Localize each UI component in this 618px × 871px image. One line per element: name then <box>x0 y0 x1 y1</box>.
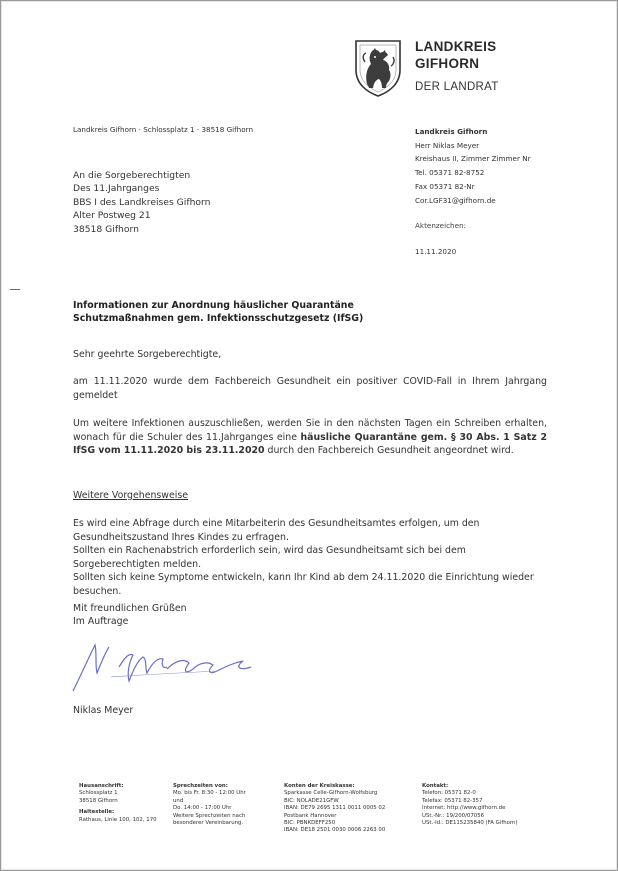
fold-mark <box>10 289 20 290</box>
sender-return-address: Landkreis Gifhorn · Schlossplatz 1 · 38518 Gifhorn <box>73 125 254 134</box>
signer-name: Niklas Meyer <box>73 705 134 716</box>
letter-subject: Informationen zur Anordnung häuslicher Quarantäne Schutzmaßnahmen gem. Infektionsschutzgesetz (IfSG) <box>73 300 364 325</box>
contact-block <box>415 125 531 207</box>
contact-room: Kreishaus II, Zimmer Zimmer Nr <box>415 154 531 164</box>
contact-fax: Fax 05371 82-Nr <box>415 181 475 191</box>
footer-office-hours: Sprechzeiten von: Mo. bis Fr. 8:30 - 12:00 Uhr und Do. 14:00 - 17:00 Uhr Weitere Sprechzeiten nach besonderer Vereinbarung. <box>173 783 246 827</box>
brand-subtitle: DER LANDRAT <box>415 81 499 93</box>
contact-person: Herr Niklas Meyer <box>415 140 480 150</box>
coat-of-arms-icon <box>353 38 403 98</box>
recipient-address: An die Sorgeberechtigten Des 11.Jahrganges BBS I des Landkreises Gifhorn Alter Postweg 21 38518 Gifhorn <box>73 170 211 235</box>
footer-contact: Kontakt: Telefon: 05371 82-0 Telefax: 05371 82-357 Internet: http://www.gifhorn.de USt.-Nr.: 19/200/07056 USt.-Id.: DE115235840 (FA Gifhorn) <box>422 783 572 827</box>
footer-address: Hausanschrift: Schlossplatz 1 38518 Gifhorn Haltestelle: Rathaus, Linie 100, 102, 170 <box>79 783 157 823</box>
closing: Mit freundlichen Grüßen Im Auftrage <box>73 603 187 628</box>
section-heading: Weitere Vorgehensweise <box>73 490 188 501</box>
reference-label: Aktenzeichen: <box>415 221 466 230</box>
paragraph-1: am 11.11.2020 wurde dem Fachbereich Gesundheit ein positiver COVID-Fall in Ihrem Jahrgang gemeldet <box>73 376 547 401</box>
quarantine-order: häusliche Quarantäne gem. § 30 Abs. 1 Satz 2 IfSG vom 11.11.2020 bis 23.11.2020 <box>73 431 547 456</box>
contact-email[interactable]: Cor.LGF31@gifhorn.de <box>415 195 496 205</box>
salutation: Sehr geehrte Sorgeberechtigte, <box>73 349 222 360</box>
brand-name: LANDKREIS GIFHORN <box>415 39 497 71</box>
letter-date: 11.11.2020 <box>415 247 457 256</box>
contact-org: Landkreis Gifhorn <box>415 127 488 136</box>
signature <box>67 637 267 695</box>
paragraph-2: Um weitere Infektionen auszuschließen, werden Sie in den nächsten Tagen ein Schreiben erhalten, wonach für die Schuler des 11.Jahrganges eine häusliche Quarantäne gem. § 30 Abs. 1 Satz 2 IfSG vom 11.11.2020 bis 23.11.2020 durch den Fachbereich Gesundheit angeordnet wird. <box>73 418 547 456</box>
paragraph-3: Es wird eine Abfrage durch eine Mitarbeiterin des Gesundheitsamtes erfolgen, um den Gesundheitszustand Ihres Kindes zu erfragen. Sollten ein Rachenabstrich erforderlich sein, wird das Gesundheitsamt sich bei dem Sorgeberechtigten melden. Sollten sich keine Symptome entwickeln, kann Ihr Kind ab dem 24.11.2020 die Einrichtung wieder besuchen. <box>73 518 534 597</box>
footer-bank-accounts: Konten der Kreiskasse: Sparkasse Celle-Gifhorn-Wolfsburg BIC: NOLADE21GFW IBAN: DE79 2695 1311 0011 0005 02 Postbank Hannover BIC: PBNKDEFF250 IBAN: DE18 2501 0030 0006 2263 00 <box>284 783 386 834</box>
footer-website[interactable]: Internet: http://www.gifhorn.de <box>422 805 506 812</box>
contact-tel: Tel. 05371 82-8752 <box>415 168 485 178</box>
